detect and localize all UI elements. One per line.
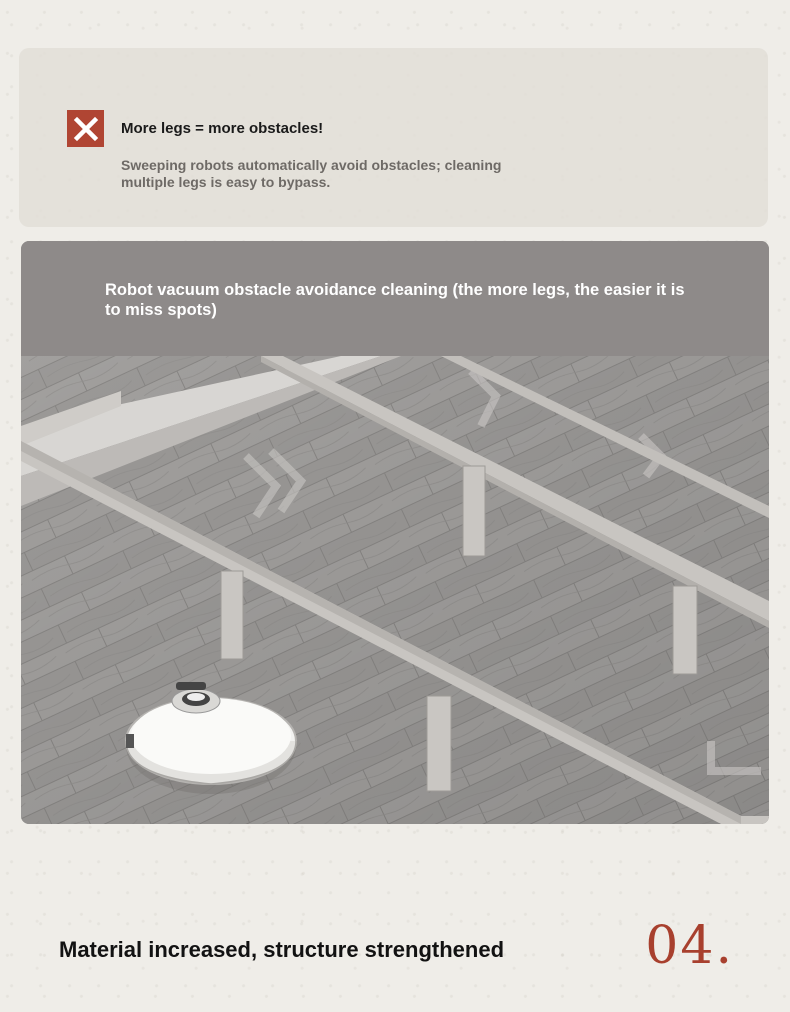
section-title: Material increased, structure strengthened xyxy=(59,937,505,962)
bed-frame-illustration xyxy=(21,356,769,824)
section-number: 04. xyxy=(645,916,734,976)
photo-caption-bar xyxy=(21,241,769,356)
warning-description: Sweeping robots automatically avoid obstacles; cleaning multiple legs is easy to bypass. xyxy=(121,157,502,190)
warning-card xyxy=(19,48,768,227)
warning-title: More legs = more obstacles! xyxy=(121,120,324,137)
close-icon xyxy=(67,110,104,147)
robot-vacuum-photo xyxy=(21,241,769,824)
photo-caption: Robot vacuum obstacle avoidance cleaning (the more legs, the easier it is to miss spots) xyxy=(105,281,685,319)
